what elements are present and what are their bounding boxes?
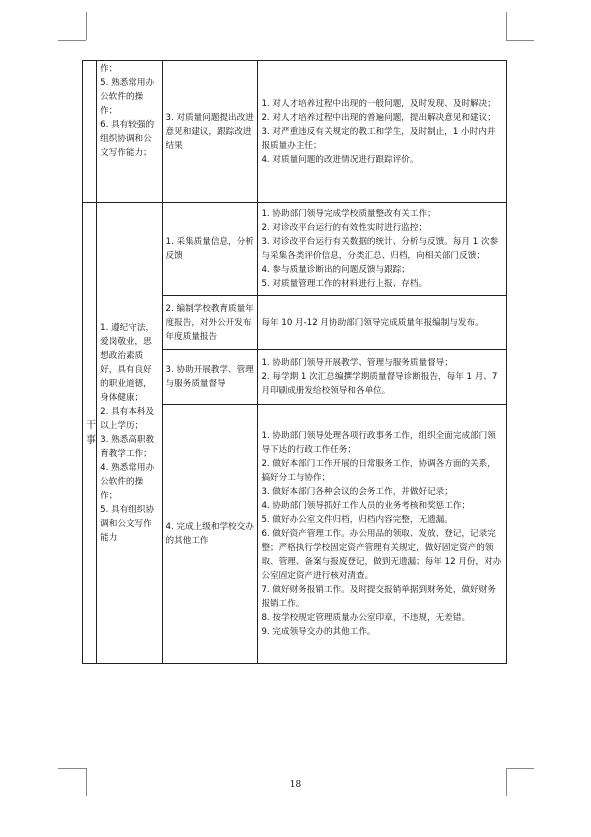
- duty-line: 3. 对严重违反有关规定的教工和学生，及时制止，1 小时内并报质量办主任；: [261, 126, 496, 151]
- qualification-line: 6. 具有较强的组织协调和公文写作能力；: [100, 120, 155, 158]
- task-cell: [162, 61, 258, 203]
- duty-line: 1. 协助部门领导开展教学、管理与服务质量督导；: [261, 358, 453, 368]
- table-row-continued: [83, 61, 507, 203]
- task-cell: [162, 296, 258, 350]
- task-text: 1. 采集质量信息，分析反馈: [165, 237, 254, 261]
- qualification-cell: [97, 203, 162, 664]
- qualification-cell-continued: [97, 61, 162, 203]
- duty-line: 5. 做好办公室文件归档，归档内容完整，无遗漏。: [261, 515, 453, 525]
- duty-cell: [258, 203, 507, 296]
- task-cell: [162, 203, 258, 296]
- role-cell: [83, 203, 97, 664]
- task-cell: [162, 405, 258, 664]
- qualification-line: 2. 具有本科及以上学历；: [100, 407, 155, 431]
- duty-line: 2. 对人才培养过程中出现的普遍问题，提出解决意见和建议；: [261, 112, 496, 123]
- duty-line: 1. 协助部门领导完成学校质量整改有关工作；: [261, 209, 436, 219]
- duty-line: 2. 做好本部门工作开展的日常服务工作，协调各方面的关系，搞好分工与协作；: [261, 459, 496, 483]
- qualification-line: 4. 熟悉常用办公软件的操作；: [100, 463, 155, 501]
- page-number: 18: [289, 780, 302, 790]
- table-row: [83, 203, 507, 296]
- crop-mark-top-right: [506, 12, 507, 40]
- duty-line: 9. 完成领导交办的其他工作。: [261, 627, 376, 637]
- duty-line: 8. 按学校规定管理质量办公室印章，不违规，无差错。: [261, 613, 471, 623]
- duty-line: 1. 对人才培养过程中出现的一般问题，及时发现、及时解决；: [261, 98, 496, 109]
- qualification-line: 1. 遵纪守法，爱岗敬业，思想政治素质好，具有良好的职业道德，身体健康；: [100, 323, 155, 403]
- role-cell-continued: [83, 61, 97, 203]
- duty-line: 2. 每学期 1 次汇总编撰学期质量督导诊断报告，每年 1 月、7 月印刷成册发给校领导和各单位。: [261, 372, 498, 396]
- job-duty-table: [82, 60, 507, 664]
- crop-mark-top-left-h: [58, 40, 86, 41]
- duty-cell: [258, 61, 507, 203]
- duty-line: 4. 协助部门领导抓好工作人员的业务考核和奖惩工作；: [261, 501, 471, 511]
- qualification-line: 3. 熟悉高职教育教学工作；: [100, 435, 155, 459]
- crop-mark-bottom-left-h: [58, 768, 86, 769]
- duty-cell: [258, 296, 507, 350]
- duty-cell: [258, 350, 507, 405]
- duty-line: 1. 协助部门领导处理各项行政事务工作，组织全面完成部门领导下达的行政工作任务；: [261, 431, 496, 455]
- crop-mark-top-left: [86, 12, 87, 40]
- crop-mark-top-right-h: [506, 40, 534, 41]
- duty-line: 4. 参与质量诊断出的问题反馈与跟踪；: [261, 265, 410, 275]
- task-text: 4. 完成上级和学校交办的其他工作: [165, 522, 254, 546]
- duty-line: 4. 对质量问题的改进情况进行跟踪评价。: [261, 154, 419, 165]
- role-title: 干事: [86, 420, 96, 446]
- qualification-line: 5. 熟悉常用办公软件的操作；: [100, 78, 155, 116]
- duty-line: 3. 做好本部门各种会议的会务工作，并做好记录；: [261, 487, 453, 497]
- task-text: 3. 对质量问题提出改进意见和建议，跟踪改进结果: [165, 112, 254, 151]
- task-cell: [162, 350, 258, 405]
- duty-line: 每年 10 月-12 月协助部门领导完成质量年报编制与发布。: [261, 317, 484, 328]
- task-text: 2. 编制学校教育质量年度报告，对外公开发布年度质量报告: [165, 303, 254, 342]
- qualification-line: 5. 具有组织协调和公文写作能力: [100, 505, 155, 543]
- task-text: 3. 协助开展教学、管理与服务质量督导: [165, 365, 254, 389]
- duty-line: 5. 对质量管理工作的材料进行上报、存档。: [261, 279, 428, 289]
- qualification-line: 作；: [100, 64, 118, 74]
- duty-line: 6. 做好资产管理工作。办公用品的领取、发放、登记，记录完整；严格执行学校固定资产管理有关规定，做好固定资产的领取、管理、备案与报废登记，做到无遗漏；每年 12 月份，对办公室固定资产进行核对清查。: [261, 529, 502, 581]
- duty-cell: [258, 405, 507, 664]
- duty-line: 3. 对诊改平台运行有关数据的统计、分析与反馈。每月 1 次参与采集各类评价信息，分类汇总、归档，向相关部门反馈；: [261, 237, 499, 261]
- crop-mark-bottom-right-h: [506, 768, 534, 769]
- duty-line: 2. 对诊改平台运行的有效性实时进行监控；: [261, 223, 428, 233]
- duty-line: 7. 做好财务报销工作。及时提交报销单据到财务处，做好财务报销工作。: [261, 585, 496, 609]
